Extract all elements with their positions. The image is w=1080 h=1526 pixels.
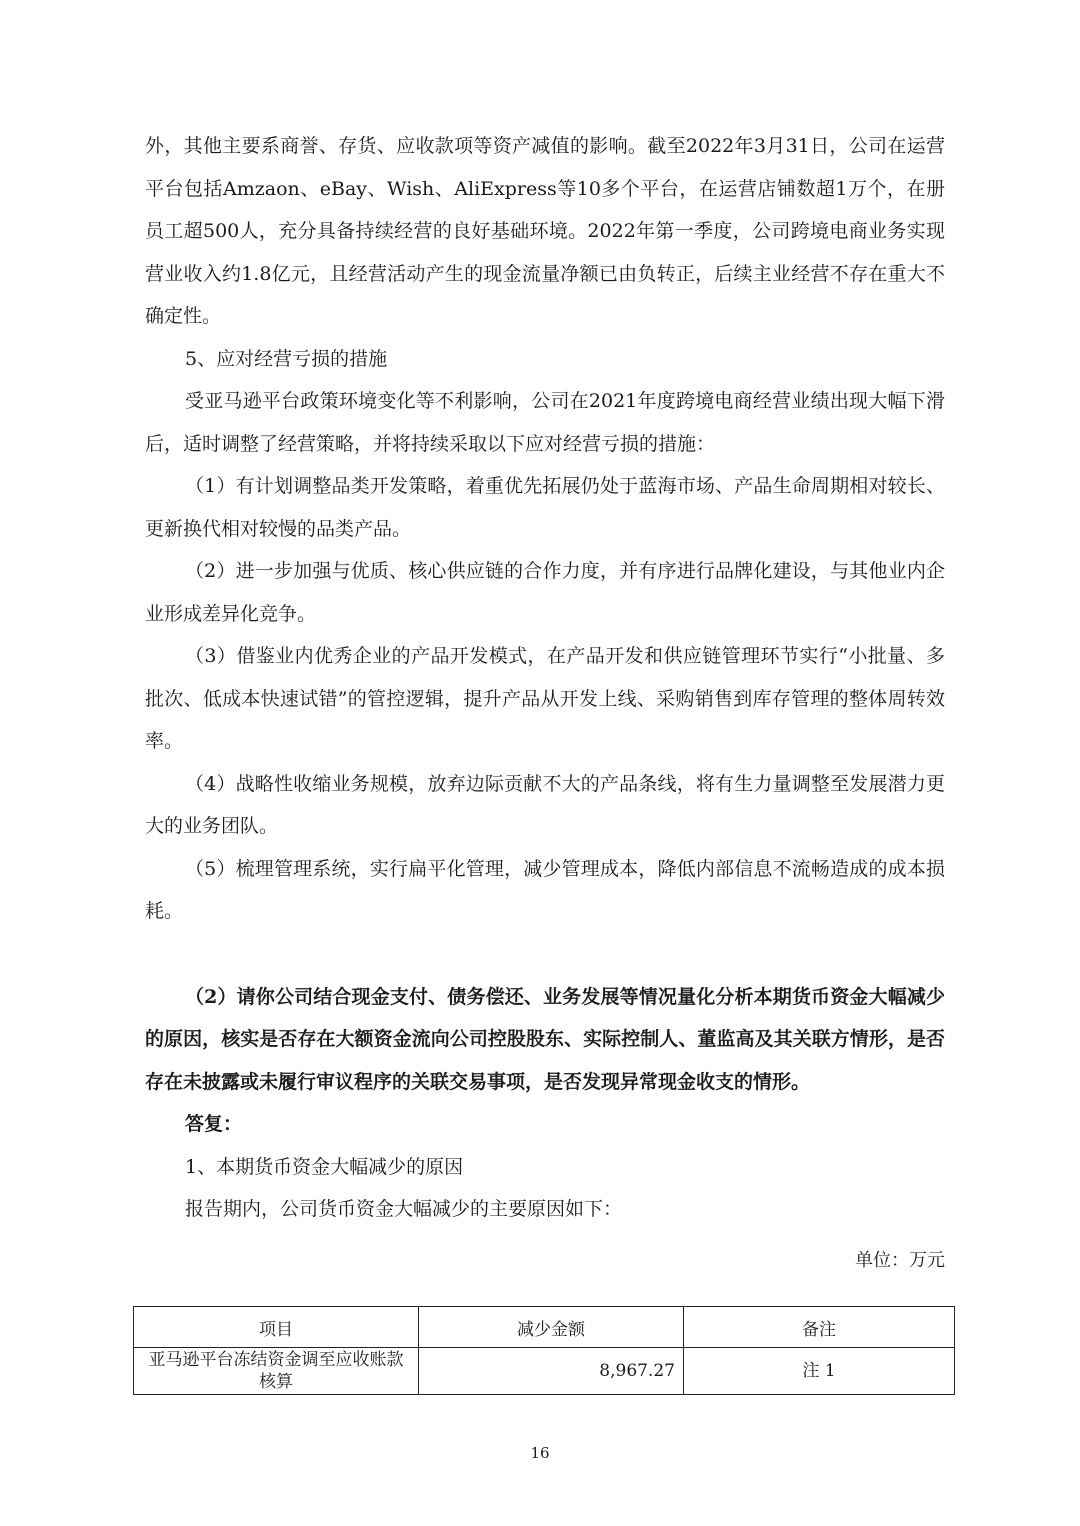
- cash-decrease-table: [133, 1306, 955, 1395]
- measure-item-4: （4）战略性收缩业务规模，放弃边际贡献不大的产品条线，将有生力量调整至发展潜力更大的业务团队。: [145, 772, 945, 837]
- header-amount: 减少金额: [419, 1307, 684, 1348]
- measure-item-3: （3）借鉴业内优秀企业的产品开发模式，在产品开发和供应链管理环节实行“小批量、多批次、低成本快速试错”的管控逻辑，提升产品从开发上线、采购销售到库存管理的整体周转效率。: [145, 645, 945, 752]
- cell-note: 注 1: [684, 1348, 955, 1395]
- header-item: 项目: [134, 1307, 419, 1348]
- page-number: 16: [530, 1444, 550, 1462]
- paragraph-continuation: 外，其他主要系商誉、存货、应收款项等资产减值的影响。截至2022年3月31日，公司在运营平台包括Amzaon、eBay、Wish、AliExpress等10多个平台，在运营店铺数超1万个，在册员工超500人，充分具备持续经营的良好基础环境。2022年第一季度，公司跨境电商业务实现营业收入约1.8亿元，且经营活动产生的现金流量净额已由负转正，后续主业经营不存在重大不确定性。: [145, 135, 945, 327]
- measure-item-2: （2）进一步加强与优质、核心供应链的合作力度，并有序进行品牌化建设，与其他业内企业形成差异化竞争。: [145, 560, 945, 625]
- cell-amount: 8,967.27: [419, 1348, 684, 1395]
- unit-label: 单位：万元: [855, 1249, 945, 1271]
- question-2: （2）请你公司结合现金支付、债务偿还、业务发展等情况量化分析本期货币资金大幅减少的原因，核实是否存在大额资金流向公司控股股东、实际控制人、董监高及其关联方情形，是否存在未披露或未履行审议程序的关联交易事项，是否发现异常现金收支的情形。: [145, 985, 945, 1093]
- measure-item-5: （5）梳理管理系统，实行扁平化管理，减少管理成本，降低内部信息不流畅造成的成本损耗。: [145, 857, 945, 922]
- section-heading-5: 5、应对经营亏损的措施: [185, 347, 388, 370]
- cell-item: 亚马逊平台冻结资金调至应收账款核算: [134, 1348, 419, 1395]
- table-row: [134, 1348, 955, 1395]
- answer-label: 答复：: [185, 1113, 243, 1135]
- table-header-row: [134, 1307, 955, 1348]
- measure-item-1: （1）有计划调整品类开发策略，着重优先拓展仍处于蓝海市场、产品生命周期相对较长、更新换代相对较慢的品类产品。: [145, 475, 945, 540]
- header-note: 备注: [684, 1307, 955, 1348]
- page-body: [145, 125, 945, 1281]
- paragraph-measures-intro: 受亚马逊平台政策环境变化等不利影响，公司在2021年度跨境电商经营业绩出现大幅下滑后，适时调整了经营策略，并将持续采取以下应对经营亏损的措施：: [145, 390, 945, 455]
- section-heading-1: 1、本期货币资金大幅减少的原因: [185, 1155, 464, 1178]
- paragraph-reasons-intro: 报告期内，公司货币资金大幅减少的主要原因如下：: [185, 1198, 623, 1220]
